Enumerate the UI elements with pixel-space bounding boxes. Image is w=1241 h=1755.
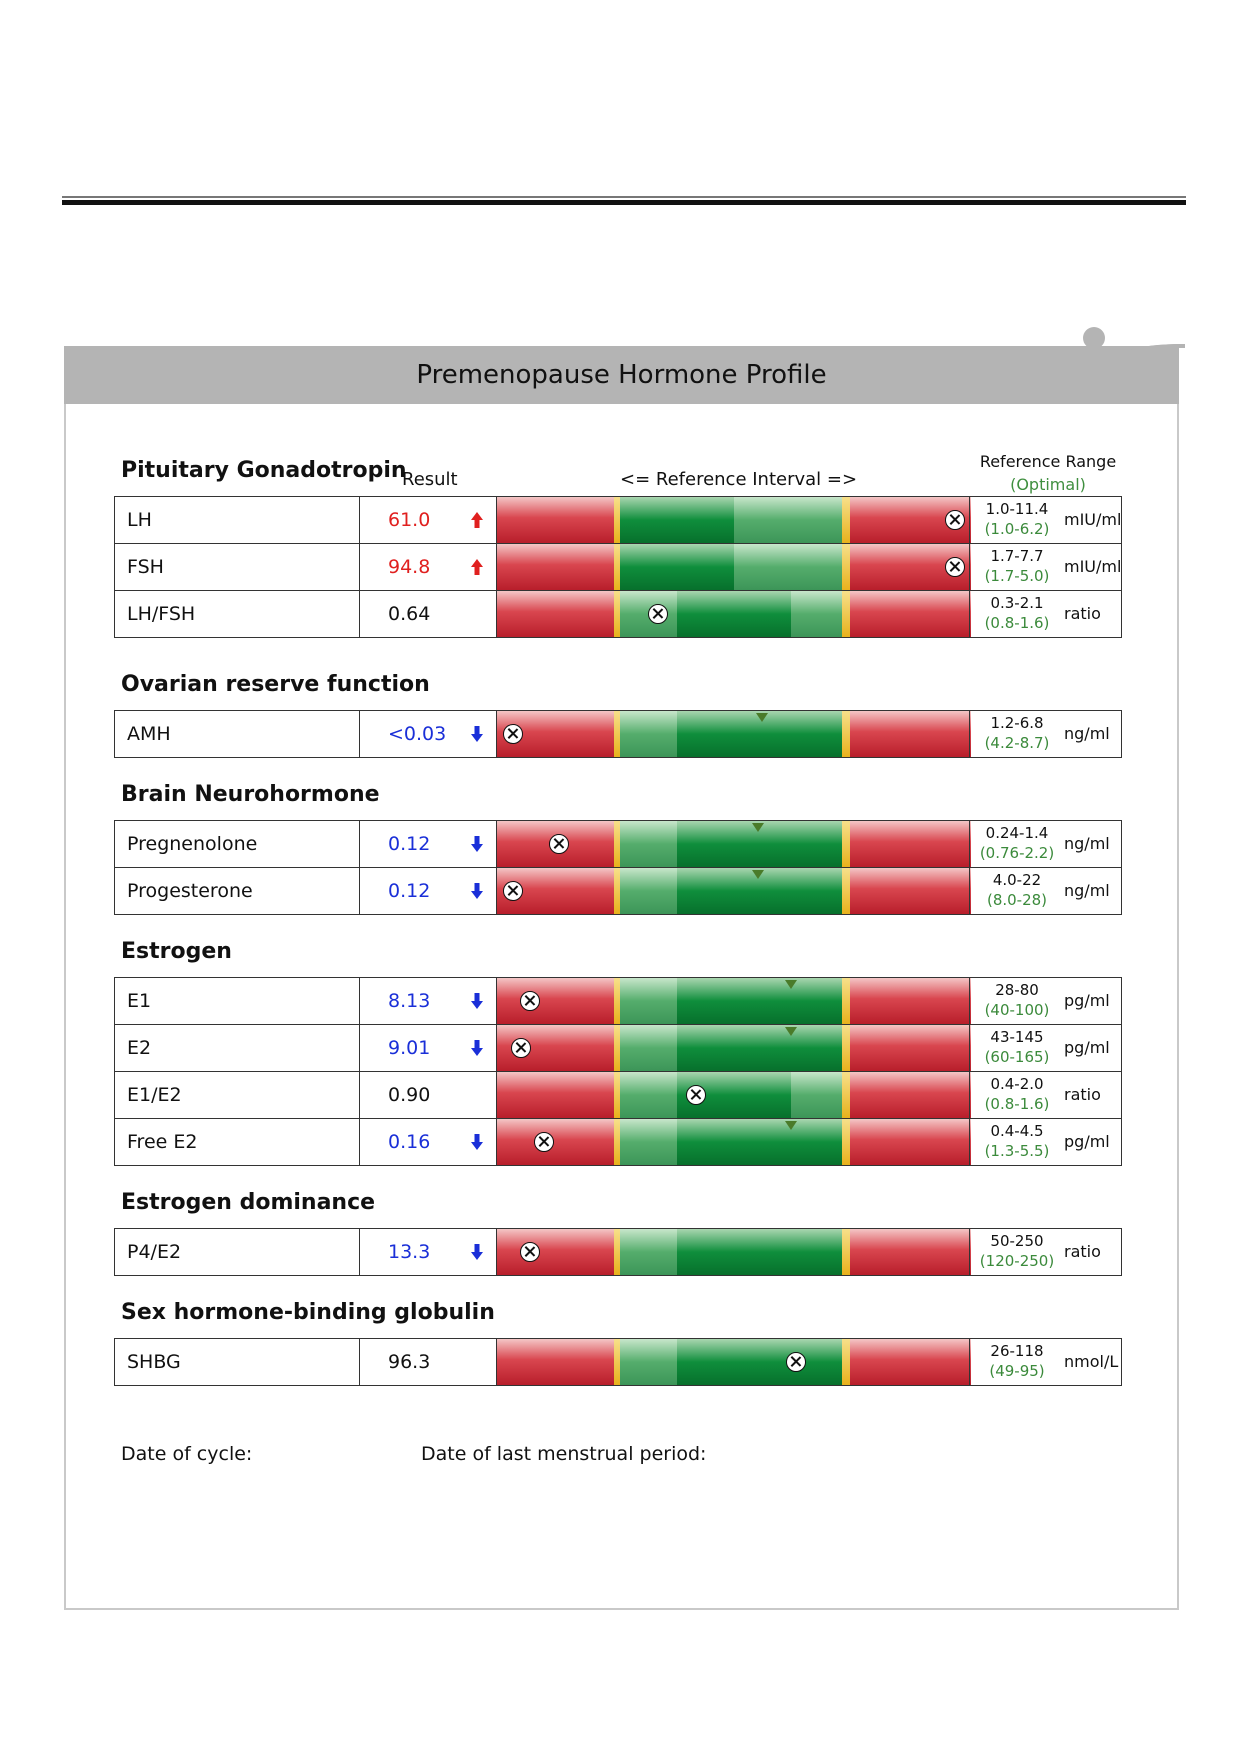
result-cell — [359, 496, 497, 544]
bar-threshold-tick — [842, 544, 850, 590]
reference-interval-bar — [496, 543, 970, 591]
bar-optimal-zone — [620, 978, 677, 1024]
bar-optimal-zone — [734, 544, 842, 590]
test-name-cell — [114, 710, 360, 758]
bar-optimal-zone — [620, 1119, 677, 1165]
optimal-range-value: (1.3-5.5) — [984, 1142, 1050, 1160]
result-cell — [359, 590, 497, 638]
bar-threshold-tick — [842, 711, 850, 757]
reference-range-cell — [969, 1228, 1122, 1276]
reference-range-cell — [969, 1071, 1122, 1119]
result-value: <0.03 — [388, 723, 447, 745]
unit-label: pg/ml — [1064, 991, 1110, 1010]
result-marker-icon — [549, 834, 569, 854]
report-banner — [64, 346, 1179, 404]
reference-range-value: 0.4-4.5 — [990, 1122, 1044, 1140]
reference-range — [970, 1121, 1064, 1161]
test-name: Pregnenolone — [127, 833, 258, 855]
reference-range — [970, 980, 1064, 1020]
bar-optimal-zone — [620, 1229, 677, 1275]
reference-interval-bar — [496, 1024, 970, 1072]
optimal-range-value: (8.0-28) — [986, 891, 1048, 909]
reference-range-value: 1.2-6.8 — [990, 714, 1044, 732]
unit-label: pg/ml — [1064, 1038, 1110, 1057]
optimal-range-value: (49-95) — [989, 1362, 1045, 1380]
bar-threshold-tick — [842, 1072, 850, 1118]
result-cell — [359, 543, 497, 591]
bar-out-of-range-zone — [850, 591, 971, 637]
table-row — [114, 1024, 1122, 1072]
bar-optimal-zone — [791, 591, 842, 637]
down-arrow-icon — [470, 881, 484, 901]
reference-range — [970, 546, 1064, 586]
result-value: 0.16 — [388, 1131, 431, 1153]
reference-range-value: 0.3-2.1 — [990, 594, 1044, 612]
test-name-cell — [114, 496, 360, 544]
bar-out-of-range-zone — [850, 978, 971, 1024]
down-arrow-icon — [470, 1038, 484, 1058]
bar-out-of-range-zone — [497, 1119, 614, 1165]
test-name-cell — [114, 1118, 360, 1166]
down-arrow-icon — [470, 724, 484, 744]
bar-optimal-zone — [677, 1339, 842, 1385]
reference-range-cell — [969, 977, 1122, 1025]
bar-optimal-zone — [620, 711, 677, 757]
down-arrow-icon — [470, 1132, 484, 1152]
bar-out-of-range-zone — [497, 1339, 614, 1385]
reference-range-value: 0.24-1.4 — [985, 824, 1049, 842]
reference-range — [970, 1027, 1064, 1067]
reference-range — [970, 870, 1064, 910]
bar-threshold-tick — [842, 1339, 850, 1385]
reference-range — [970, 1074, 1064, 1114]
bar-out-of-range-zone — [497, 1072, 614, 1118]
reference-range-cell — [969, 543, 1122, 591]
test-name: SHBG — [127, 1351, 181, 1373]
reference-interval-bar — [496, 977, 970, 1025]
unit-label: ng/ml — [1064, 834, 1110, 853]
result-cell — [359, 820, 497, 868]
test-name: Free E2 — [127, 1131, 198, 1153]
test-name-cell — [114, 820, 360, 868]
bar-threshold-tick — [842, 1025, 850, 1071]
reference-range-cell — [969, 1024, 1122, 1072]
table-row — [114, 867, 1122, 915]
table-row — [114, 1118, 1122, 1166]
interval-column-header: <= Reference Interval => — [620, 469, 858, 490]
result-value: 0.64 — [388, 603, 431, 625]
unit-label: mIU/ml — [1064, 557, 1122, 576]
bar-out-of-range-zone — [850, 711, 971, 757]
up-arrow-icon — [470, 557, 484, 577]
unit-label: nmol/L — [1064, 1352, 1119, 1371]
optimal-range-value: (120-250) — [979, 1252, 1055, 1270]
section-title: Estrogen dominance — [121, 1190, 376, 1215]
bar-threshold-tick — [842, 868, 850, 914]
bar-optimal-zone — [677, 1229, 842, 1275]
bar-optimal-zone — [734, 497, 842, 543]
optimal-target-triangle-icon — [785, 1121, 797, 1130]
report-title: Premenopause Hormone Profile — [416, 360, 827, 390]
optimal-target-triangle-icon — [785, 980, 797, 989]
result-marker-icon — [945, 557, 965, 577]
reference-range-value: 28-80 — [995, 981, 1039, 999]
unit-label: ratio — [1064, 604, 1101, 623]
result-cell — [359, 867, 497, 915]
reference-range — [970, 823, 1064, 863]
table-row — [114, 820, 1122, 868]
bar-threshold-tick — [842, 497, 850, 543]
reference-interval-bar — [496, 1338, 970, 1386]
date-of-cycle-label: Date of cycle: — [121, 1443, 253, 1465]
result-marker-icon — [786, 1352, 806, 1372]
section-title: Estrogen — [121, 939, 232, 964]
bar-threshold-tick — [842, 821, 850, 867]
reference-range-cell — [969, 820, 1122, 868]
up-arrow-icon — [470, 510, 484, 530]
reference-range-value: 0.4-2.0 — [990, 1075, 1044, 1093]
result-value: 96.3 — [388, 1351, 431, 1373]
result-cell — [359, 1118, 497, 1166]
result-marker-icon — [503, 724, 523, 744]
test-name: Progesterone — [127, 880, 253, 902]
section-title: Brain Neurohormone — [121, 782, 380, 807]
bar-out-of-range-zone — [850, 868, 971, 914]
test-name: LH — [127, 509, 152, 531]
reference-range-cell — [969, 1338, 1122, 1386]
reference-range-cell — [969, 867, 1122, 915]
bar-threshold-tick — [842, 1119, 850, 1165]
bar-optimal-zone — [620, 1072, 677, 1118]
reference-range-value: 26-118 — [990, 1342, 1044, 1360]
result-value: 8.13 — [388, 990, 431, 1012]
table-row — [114, 496, 1122, 544]
result-value: 94.8 — [388, 556, 431, 578]
unit-label: mIU/ml — [1064, 510, 1122, 529]
test-name-cell — [114, 590, 360, 638]
date-last-period-label: Date of last menstrual period: — [421, 1443, 707, 1465]
optimal-range-value: (60-165) — [984, 1048, 1050, 1066]
reference-interval-bar — [496, 867, 970, 915]
down-arrow-icon — [470, 991, 484, 1011]
bar-optimal-zone — [620, 868, 677, 914]
bar-threshold-tick — [842, 1229, 850, 1275]
test-name-cell — [114, 1228, 360, 1276]
bar-optimal-zone — [620, 1025, 677, 1071]
reference-interval-bar — [496, 710, 970, 758]
test-name: E2 — [127, 1037, 152, 1059]
result-cell — [359, 977, 497, 1025]
test-name-cell — [114, 543, 360, 591]
reference-range-value: 1.0-11.4 — [985, 500, 1049, 518]
bar-optimal-zone — [620, 544, 734, 590]
table-row — [114, 590, 1122, 638]
reference-range-cell — [969, 1118, 1122, 1166]
reference-range-cell — [969, 496, 1122, 544]
down-arrow-icon — [470, 834, 484, 854]
reference-interval-bar — [496, 590, 970, 638]
reference-interval-bar — [496, 1071, 970, 1119]
unit-label: ng/ml — [1064, 881, 1110, 900]
table-row — [114, 1071, 1122, 1119]
optimal-target-triangle-icon — [752, 823, 764, 832]
test-name: E1 — [127, 990, 152, 1012]
section-title: Sex hormone-binding globulin — [121, 1300, 495, 1325]
logo-icon — [1030, 326, 1185, 376]
bar-out-of-range-zone — [497, 591, 614, 637]
bar-out-of-range-zone — [850, 1119, 971, 1165]
test-name-cell — [114, 1338, 360, 1386]
optimal-target-triangle-icon — [752, 870, 764, 879]
ref-range-column-header — [968, 450, 1128, 496]
result-cell — [359, 710, 497, 758]
optimal-range-value: (4.2-8.7) — [984, 734, 1050, 752]
test-name: E1/E2 — [127, 1084, 182, 1106]
bar-out-of-range-zone — [850, 1339, 971, 1385]
bar-threshold-tick — [842, 978, 850, 1024]
section-title: Ovarian reserve function — [121, 672, 430, 697]
reference-range-value: 43-145 — [990, 1028, 1044, 1046]
bar-out-of-range-zone — [850, 1072, 971, 1118]
test-name-cell — [114, 1024, 360, 1072]
ref-optimal-label: (Optimal) — [1010, 475, 1086, 494]
unit-label: ratio — [1064, 1085, 1101, 1104]
result-cell — [359, 1228, 497, 1276]
bar-optimal-zone — [620, 821, 677, 867]
reference-range — [970, 593, 1064, 633]
result-cell — [359, 1024, 497, 1072]
reference-range-value: 50-250 — [990, 1232, 1044, 1250]
bar-out-of-range-zone — [850, 1025, 971, 1071]
optimal-range-value: (1.0-6.2) — [984, 520, 1050, 538]
result-marker-icon — [511, 1038, 531, 1058]
table-row — [114, 977, 1122, 1025]
ref-range-label: Reference Range — [979, 452, 1117, 471]
result-value: 61.0 — [388, 509, 431, 531]
reference-range — [970, 499, 1064, 539]
table-row — [114, 710, 1122, 758]
test-name: AMH — [127, 723, 171, 745]
test-name-cell — [114, 867, 360, 915]
table-row — [114, 1338, 1122, 1386]
reference-range-value: 1.7-7.7 — [990, 547, 1044, 565]
reference-range — [970, 1341, 1064, 1381]
unit-label: pg/ml — [1064, 1132, 1110, 1151]
reference-interval-bar — [496, 1228, 970, 1276]
test-name: FSH — [127, 556, 164, 578]
down-arrow-icon — [470, 1242, 484, 1262]
result-value: 0.12 — [388, 833, 431, 855]
result-marker-icon — [686, 1085, 706, 1105]
optimal-target-triangle-icon — [785, 1027, 797, 1036]
header-rule-thick — [62, 200, 1186, 205]
table-row — [114, 543, 1122, 591]
optimal-target-triangle-icon — [756, 713, 768, 722]
result-value: 0.12 — [388, 880, 431, 902]
bar-optimal-zone — [677, 591, 791, 637]
test-name-cell — [114, 1071, 360, 1119]
bar-out-of-range-zone — [497, 978, 614, 1024]
bar-out-of-range-zone — [850, 821, 971, 867]
section-title: Pituitary Gonadotropin — [121, 458, 407, 483]
unit-label: ng/ml — [1064, 724, 1110, 743]
bar-out-of-range-zone — [497, 497, 614, 543]
reference-range-cell — [969, 590, 1122, 638]
reference-range — [970, 713, 1064, 753]
optimal-range-value: (1.7-5.0) — [984, 567, 1050, 585]
header-rule-thin — [62, 196, 1186, 198]
optimal-range-value: (0.8-1.6) — [984, 1095, 1050, 1113]
reference-interval-bar — [496, 820, 970, 868]
test-name: LH/FSH — [127, 603, 196, 625]
result-cell — [359, 1338, 497, 1386]
reference-interval-bar — [496, 1118, 970, 1166]
result-cell — [359, 1071, 497, 1119]
result-column-header: Result — [402, 469, 458, 490]
optimal-range-value: (40-100) — [984, 1001, 1050, 1019]
test-name: P4/E2 — [127, 1241, 182, 1263]
bar-optimal-zone — [677, 1025, 842, 1071]
optimal-range-value: (0.76-2.2) — [979, 844, 1055, 862]
bar-optimal-zone — [620, 1339, 677, 1385]
result-value: 9.01 — [388, 1037, 431, 1059]
reference-range-value: 4.0-22 — [992, 871, 1042, 889]
bar-out-of-range-zone — [850, 1229, 971, 1275]
result-marker-icon — [945, 510, 965, 530]
bar-optimal-zone — [677, 1119, 842, 1165]
result-value: 13.3 — [388, 1241, 431, 1263]
unit-label: ratio — [1064, 1242, 1101, 1261]
reference-range-cell — [969, 710, 1122, 758]
bar-optimal-zone — [791, 1072, 842, 1118]
bar-out-of-range-zone — [497, 1229, 614, 1275]
bar-optimal-zone — [620, 497, 734, 543]
bar-optimal-zone — [677, 978, 842, 1024]
reference-range — [970, 1231, 1064, 1271]
reference-interval-bar — [496, 496, 970, 544]
bar-threshold-tick — [842, 591, 850, 637]
result-marker-icon — [503, 881, 523, 901]
test-name-cell — [114, 977, 360, 1025]
optimal-range-value: (0.8-1.6) — [984, 614, 1050, 632]
table-row — [114, 1228, 1122, 1276]
bar-out-of-range-zone — [497, 544, 614, 590]
result-value: 0.90 — [388, 1084, 431, 1106]
